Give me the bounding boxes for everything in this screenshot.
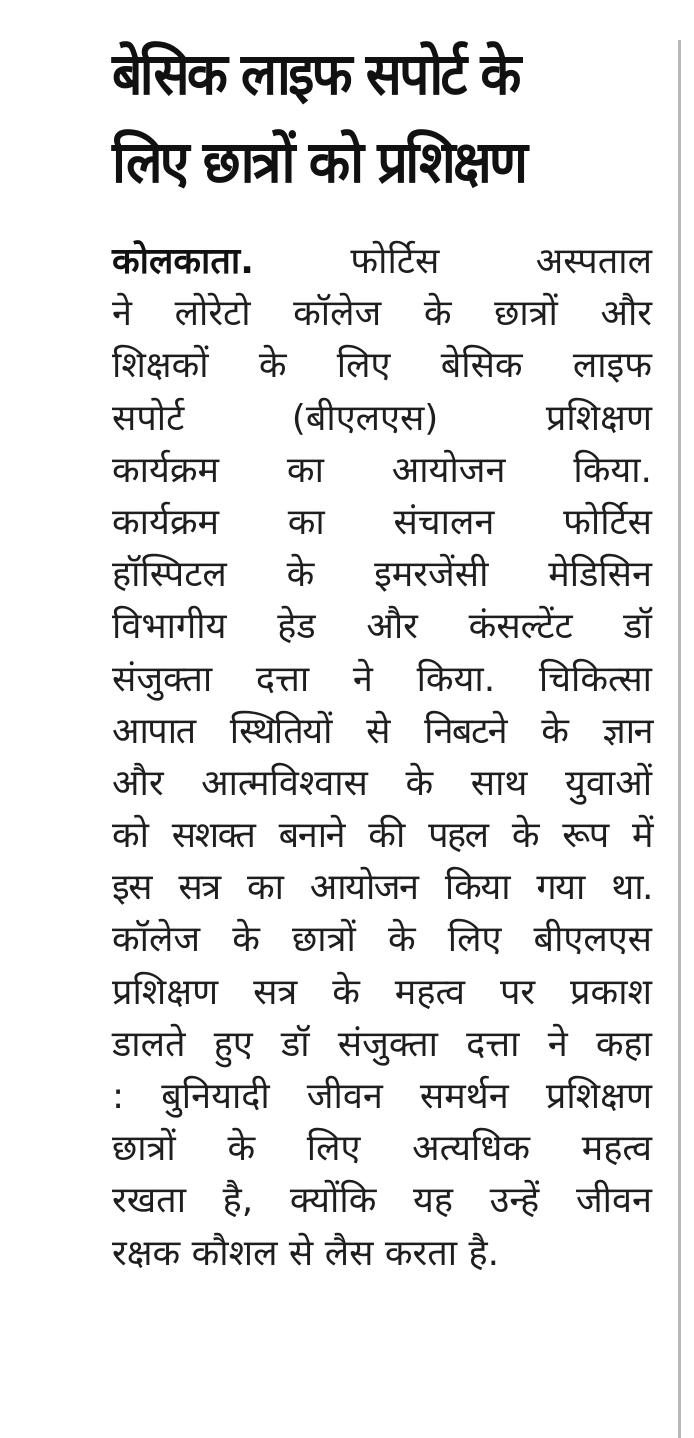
- body-line: डालते हुए डॉ संजुक्ता दत्ता ने कहा: [112, 1023, 652, 1065]
- body-line: कार्यक्रम का संचालन फोर्टिस: [112, 501, 652, 543]
- body-line: संजुक्ता दत्ता ने किया. चिकित्सा: [112, 658, 652, 700]
- dateline: कोलकाता.: [112, 241, 254, 282]
- body-line: कार्यक्रम का आयोजन किया.: [112, 449, 652, 491]
- body-line: शिक्षकों के लिए बेसिक लाइफ: [112, 345, 652, 387]
- body-line: रखता है, क्योंकि यह उन्हें जीवन: [112, 1180, 652, 1222]
- headline-line-1: बेसिक लाइफ सपोर्ट के: [112, 40, 519, 108]
- body-line-text: फोर्टिस अस्पताल: [350, 241, 652, 282]
- body-line: को सशक्त बनाने की पहल के रूप में: [112, 815, 652, 857]
- headline: [112, 30, 652, 206]
- body-line: ने लोरेटो कॉलेज के छात्रों और: [112, 293, 652, 335]
- article-body: [112, 236, 652, 1280]
- body-line: छात्रों के लिए अत्यधिक महत्व: [112, 1128, 652, 1170]
- body-line: विभागीय हेड और कंसल्टेंट डॉ: [112, 606, 652, 648]
- body-line: : बुनियादी जीवन समर्थन प्रशिक्षण: [112, 1076, 652, 1117]
- body-line: इस सत्र का आयोजन किया गया था.: [112, 867, 652, 909]
- body-line: [112, 236, 652, 288]
- body-line: हॉस्पिटल के इमरजेंसी मेडिसिन: [112, 554, 652, 596]
- column-divider: [678, 40, 681, 1438]
- body-line-last: रक्षक कौशल से लैस करता है.: [112, 1232, 500, 1274]
- body-line: प्रशिक्षण सत्र के महत्व पर प्रकाश: [112, 971, 652, 1013]
- body-line: और आत्मविश्वास के साथ युवाओं: [112, 762, 652, 804]
- body-line: आपात स्थितियों से निबटने के ज्ञान: [112, 710, 652, 752]
- body-line: कॉलेज के छात्रों के लिए बीएलएस: [112, 919, 652, 961]
- headline-line-2: लिए छात्रों को प्रशिक्षण: [112, 128, 526, 196]
- body-line: सपोर्ट (बीएलएस) प्रशिक्षण: [112, 397, 652, 439]
